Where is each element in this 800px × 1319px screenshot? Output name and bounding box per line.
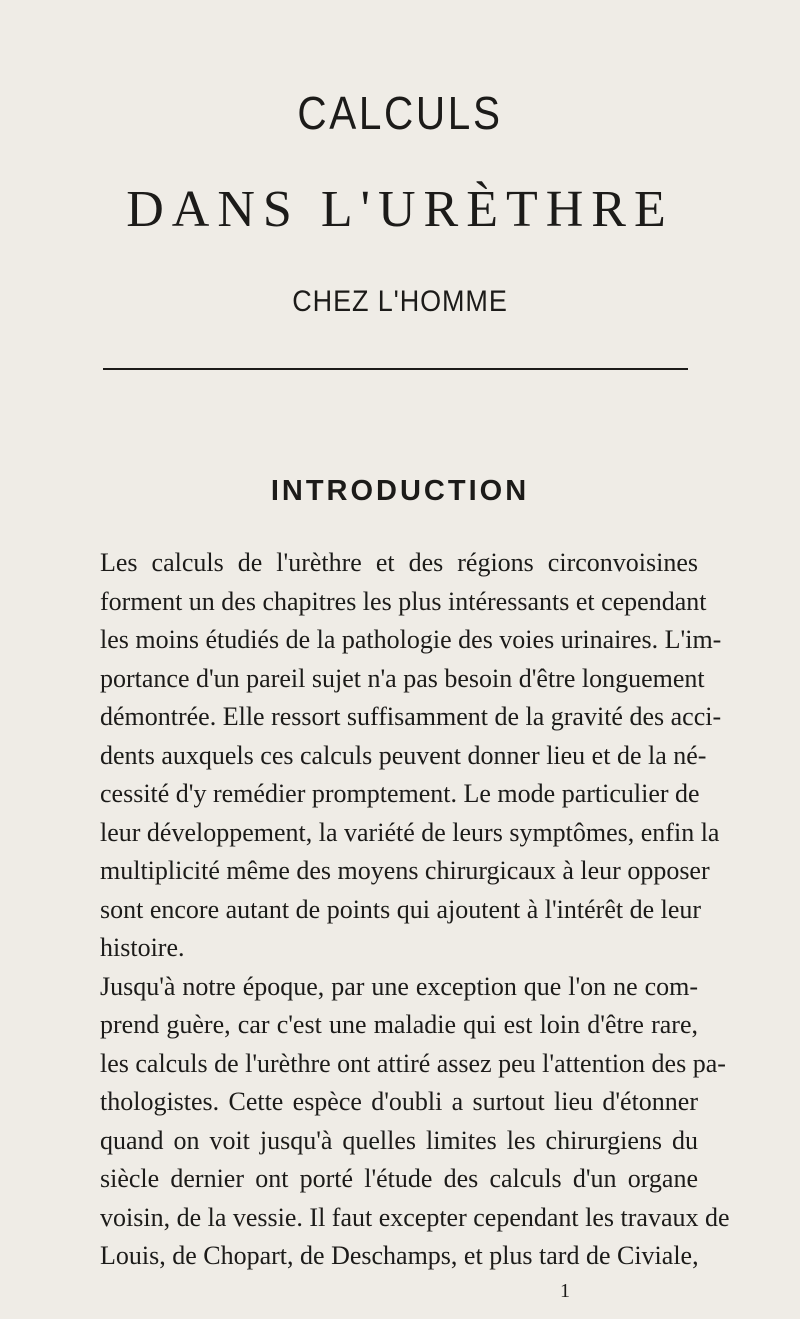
title-chez-l-homme: CHEZ L'HOMME (292, 285, 508, 318)
body-paragraphs (100, 544, 730, 1276)
text-line: sont encore autant de points qui ajoutent à l'intérêt de leur (100, 894, 702, 924)
section-heading-introduction: INTRODUCTION (270, 475, 530, 507)
text-line: siècle dernier ont porté l'étude des calculs d'un organe (100, 1164, 698, 1193)
text-line: leur développement, la variété de leurs symptômes, enfin la (100, 817, 720, 847)
text-line: Louis, de Chopart, de Deschamps, et plus tard de Civiale, (100, 1241, 699, 1270)
horizontal-rule (103, 368, 688, 370)
page-number: 1 (560, 1280, 570, 1302)
text-line: quand on voit jusqu'à quelles limites les chirurgiens du (100, 1125, 698, 1155)
text-line: thologistes. Cette espèce d'oubli a surtout lieu d'étonner (100, 1087, 698, 1116)
text-line: les moins étudiés de la pathologie des voies urinaires. L'im- (100, 625, 722, 654)
text-line: multiplicité même des moyens chirurgicaux à leur opposer (100, 856, 710, 885)
title-dans-l-urethre: DANS L'URÈTHRE (126, 181, 674, 238)
text-line: les calculs de l'urèthre ont attiré assez peu l'attention des pa- (100, 1048, 726, 1078)
title-calculs: CALCULS (297, 87, 503, 139)
text-line: forment un des chapitres les plus intéressants et cependant (100, 586, 707, 616)
text-line: portance d'un pareil sujet n'a pas besoin d'être longuement (100, 663, 705, 693)
text-line: démontrée. Elle ressort suffisamment de la gravité des acci- (100, 702, 722, 731)
text-line: prend guère, car c'est une maladie qui est loin d'être rare, (100, 1010, 698, 1039)
text-line: voisin, de la vessie. Il faut excepter cependant les travaux de (100, 1202, 730, 1232)
text-line: histoire. (100, 933, 185, 962)
text-line: Jusqu'à notre époque, par une exception que l'on ne com- (100, 971, 698, 1001)
text-line: Les calculs de l'urèthre et des régions circonvoisines (100, 548, 698, 577)
text-line: dents auxquels ces calculs peuvent donner lieu et de la né- (100, 740, 707, 770)
text-line: cessité d'y remédier promptement. Le mode particulier de (100, 779, 700, 808)
